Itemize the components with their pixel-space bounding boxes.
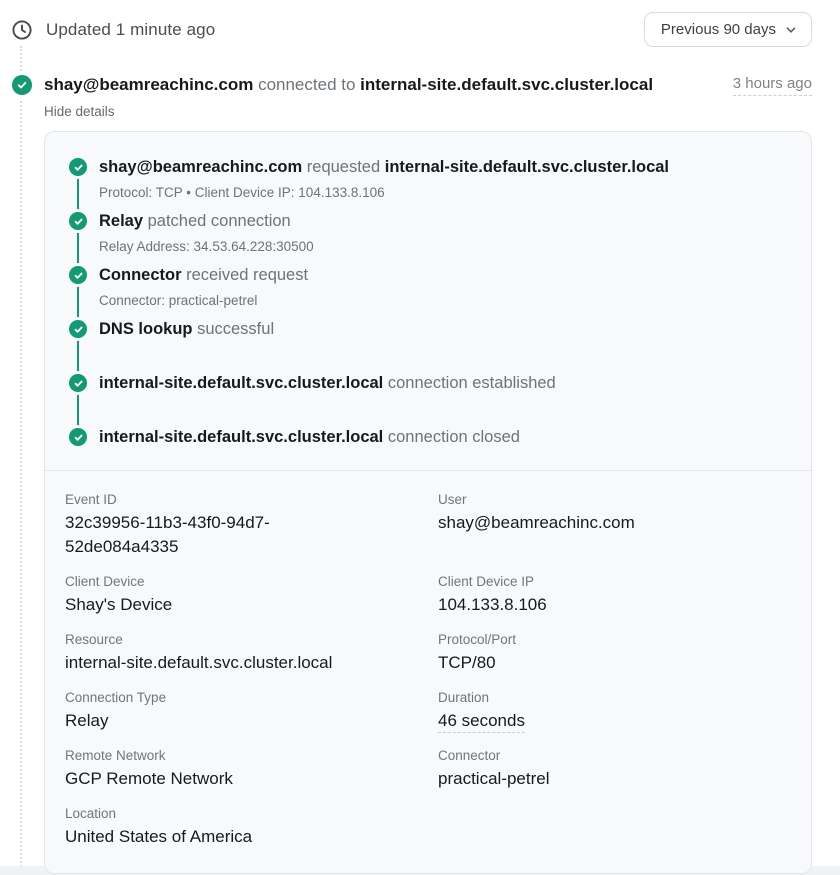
- timeline-step-detail: Connector: practical-petrel: [99, 293, 258, 308]
- timeline-step-headline: [99, 317, 787, 342]
- detail-field-label: Protocol/Port: [438, 632, 517, 647]
- entity-text: DNS lookup: [99, 320, 193, 338]
- timeline-step-detail: Relay Address: 34.53.64.228:30500: [99, 239, 314, 254]
- timeline-step: [69, 155, 787, 209]
- check-circle-icon: [69, 212, 87, 230]
- event-details-grid: [45, 470, 811, 873]
- detail-field: [65, 490, 438, 559]
- detail-field-value: [438, 709, 791, 733]
- event-timestamp[interactable]: 3 hours ago: [733, 75, 812, 96]
- check-circle-icon: [69, 374, 87, 392]
- detail-field: [65, 630, 438, 675]
- detail-field-label: Duration: [438, 690, 490, 705]
- check-circle-icon: [69, 320, 87, 338]
- timeline-step-headline: [99, 209, 787, 234]
- timeline-step: [69, 371, 787, 425]
- timeline-step: [69, 317, 787, 371]
- plain-text: received request: [181, 266, 309, 284]
- entity-text: shay@beamreachinc.com: [44, 75, 254, 94]
- timeline-step-headline: [99, 263, 787, 288]
- detail-field: [438, 490, 791, 559]
- detail-field: [438, 688, 791, 733]
- detail-field: [438, 746, 791, 791]
- check-circle-icon: [69, 158, 87, 176]
- detail-field: [438, 572, 791, 617]
- event-headline: [44, 73, 653, 97]
- check-circle-icon: [69, 428, 87, 446]
- entity-text: internal-site.default.svc.cluster.local: [384, 158, 670, 176]
- timeline-step-detail: Protocol: TCP • Client Device IP: 104.133.8.106: [99, 185, 385, 200]
- entity-text: shay@beamreachinc.com: [99, 158, 303, 176]
- check-circle-icon: [12, 75, 32, 95]
- event-timeline: [45, 132, 811, 470]
- detail-field-value: internal-site.default.svc.cluster.local: [65, 653, 333, 672]
- detail-field-label: Location: [65, 806, 117, 821]
- detail-field-label: Connector: [438, 748, 501, 763]
- plain-text: requested: [302, 158, 385, 176]
- detail-field-label: Remote Network: [65, 748, 166, 763]
- entity-text: internal-site.default.svc.cluster.local: [99, 374, 384, 392]
- timeline-step-headline: [99, 155, 787, 180]
- detail-field-value: TCP/80: [438, 653, 496, 672]
- detail-field-value: United States of America: [65, 827, 253, 846]
- plain-text: successful: [192, 320, 275, 338]
- date-range-label: Previous 90 days: [660, 21, 776, 38]
- detail-field-label: Resource: [65, 632, 123, 647]
- timeline-rail: [20, 46, 22, 875]
- timeline-step: [69, 263, 787, 317]
- check-circle-icon: [69, 266, 87, 284]
- detail-field-value: 32c39956-11b3-43f0-94d7-52de084a4335: [65, 513, 270, 556]
- updated-status-text: Updated 1 minute ago: [46, 19, 216, 39]
- event-details-card: [44, 131, 812, 874]
- timeline-step-headline: [99, 425, 787, 450]
- detail-field-label: User: [438, 492, 467, 507]
- entity-text: Connector: [99, 266, 182, 284]
- detail-field: [65, 804, 438, 849]
- detail-field: [65, 572, 438, 617]
- detail-field-label: Client Device IP: [438, 574, 535, 589]
- detail-field-label: Connection Type: [65, 690, 167, 705]
- date-range-dropdown[interactable]: [644, 12, 812, 47]
- detail-field-label: Client Device: [65, 574, 145, 589]
- detail-field: [438, 630, 791, 675]
- detail-field-value: GCP Remote Network: [65, 769, 233, 788]
- entity-text: internal-site.default.svc.cluster.local: [360, 75, 654, 94]
- plain-text: connected to: [253, 75, 361, 94]
- timeline-step-headline: [99, 371, 787, 396]
- plain-text: connection established: [383, 374, 556, 392]
- plain-text: connection closed: [383, 428, 520, 446]
- clock-icon: [11, 19, 33, 41]
- timeline-step: [69, 209, 787, 263]
- entity-text: Relay: [99, 212, 144, 230]
- event-row[interactable]: [0, 73, 840, 97]
- chevron-down-icon: [785, 24, 797, 36]
- entity-text: internal-site.default.svc.cluster.local: [99, 428, 384, 446]
- detail-field-label: Event ID: [65, 492, 117, 507]
- plain-text: patched connection: [143, 212, 291, 230]
- detail-field-value: Relay: [65, 711, 109, 730]
- detail-field: [65, 688, 438, 733]
- detail-field: [65, 746, 438, 791]
- detail-field-value: practical-petrel: [438, 769, 550, 788]
- detail-field-value: Shay's Device: [65, 595, 173, 614]
- hide-details-link[interactable]: Hide details: [44, 104, 115, 119]
- detail-field-value: shay@beamreachinc.com: [438, 513, 635, 532]
- detail-field-value: 104.133.8.106: [438, 595, 547, 614]
- detail-field-value-tooltip[interactable]: 46 seconds: [438, 711, 525, 733]
- timeline-step: [69, 425, 787, 464]
- header-row: [0, 0, 840, 47]
